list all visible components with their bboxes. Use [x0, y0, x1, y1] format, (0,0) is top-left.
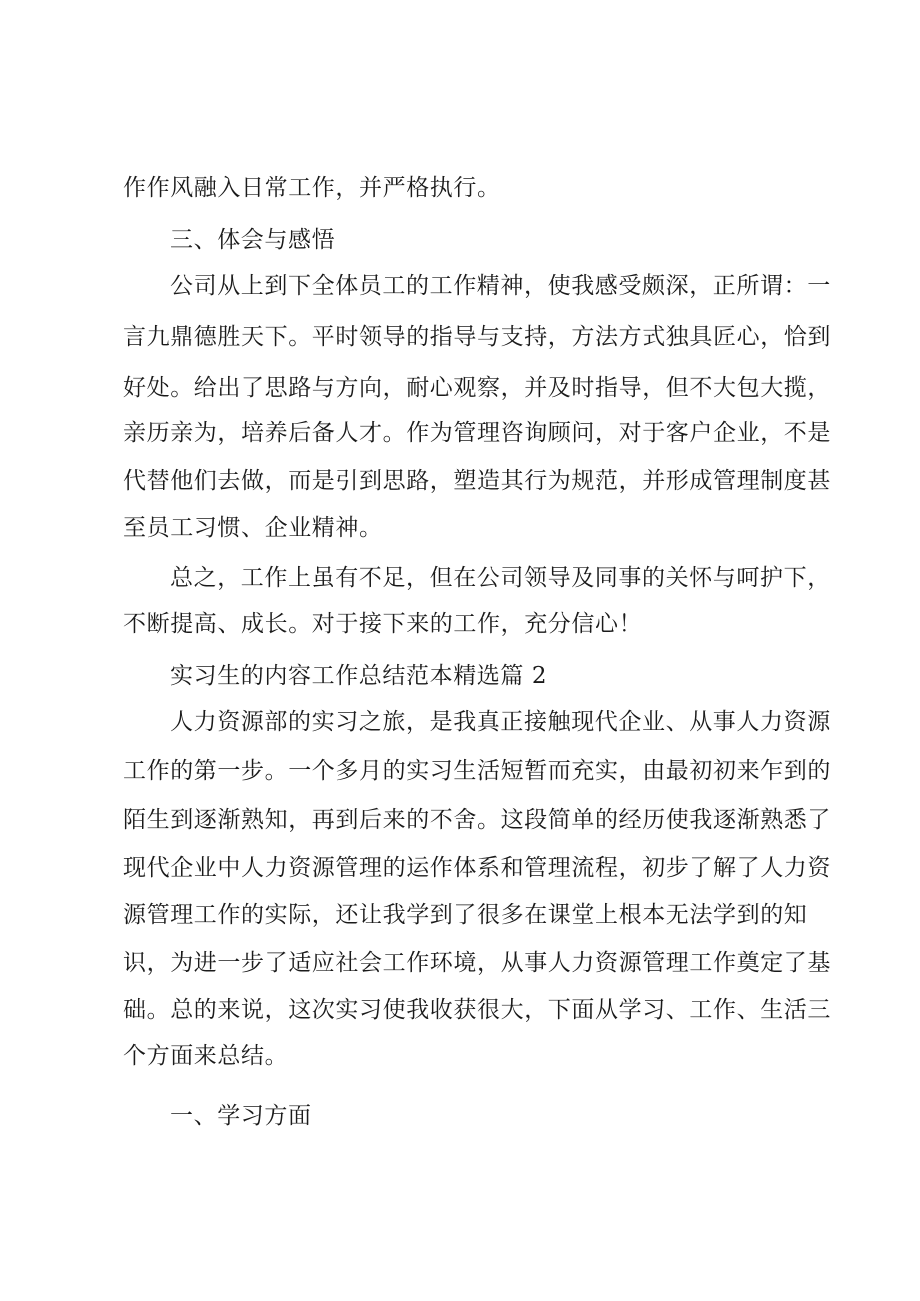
text-line: 识，为进一步了适应社会工作环境，从事人力资源管理工作奠定了基: [123, 950, 831, 976]
text-line: 至员工习惯、企业精神。: [123, 515, 383, 541]
text-line: 工作的第一步。一个多月的实习生活短暂而充实，由最初初来乍到的: [123, 758, 831, 784]
text-line: 作作风融入日常工作，并严格执行。: [123, 175, 501, 201]
text-line: 现代企业中人力资源管理的运作体系和管理流程，初步了解了人力资: [123, 855, 831, 881]
section-heading: 三、体会与感悟: [170, 227, 336, 253]
text-line: 不断提高、成长。对于接下来的工作，充分信心！: [123, 611, 643, 637]
text-line: 陌生到逐渐熟知，再到后来的不舍。这段简单的经历使我逐渐熟悉了: [123, 807, 831, 833]
section-heading: 实习生的内容工作总结范本精选篇 2: [170, 663, 548, 689]
text-line: 亲历亲为，培养后备人才。作为管理咨询顾问，对于客户企业，不是: [123, 420, 831, 446]
text-line: 人力资源部的实习之旅，是我真正接触现代企业、从事人力资源: [170, 709, 831, 735]
section-heading: 一、学习方面: [170, 1103, 312, 1129]
text-line: 代替他们去做，而是引到思路，塑造其行为规范，并形成管理制度甚: [123, 468, 831, 494]
text-line: 础。总的来说，这次实习使我收获很大，下面从学习、工作、生活三: [123, 997, 831, 1023]
text-line: 言九鼎德胜天下。平时领导的指导与支持，方法方式独具匠心，恰到: [123, 324, 831, 350]
text-line: 公司从上到下全体员工的工作精神，使我感受颇深，正所谓：一: [170, 273, 831, 299]
text-line: 源管理工作的实际，还让我学到了很多在课堂上根本无法学到的知: [123, 902, 808, 928]
text-line: 好处。给出了思路与方向，耐心观察，并及时指导，但不大包大揽，: [123, 375, 831, 401]
text-line: 总之，工作上虽有不足，但在公司领导及同事的关怀与呵护下，: [170, 565, 831, 591]
text-line: 个方面来总结。: [123, 1043, 289, 1069]
